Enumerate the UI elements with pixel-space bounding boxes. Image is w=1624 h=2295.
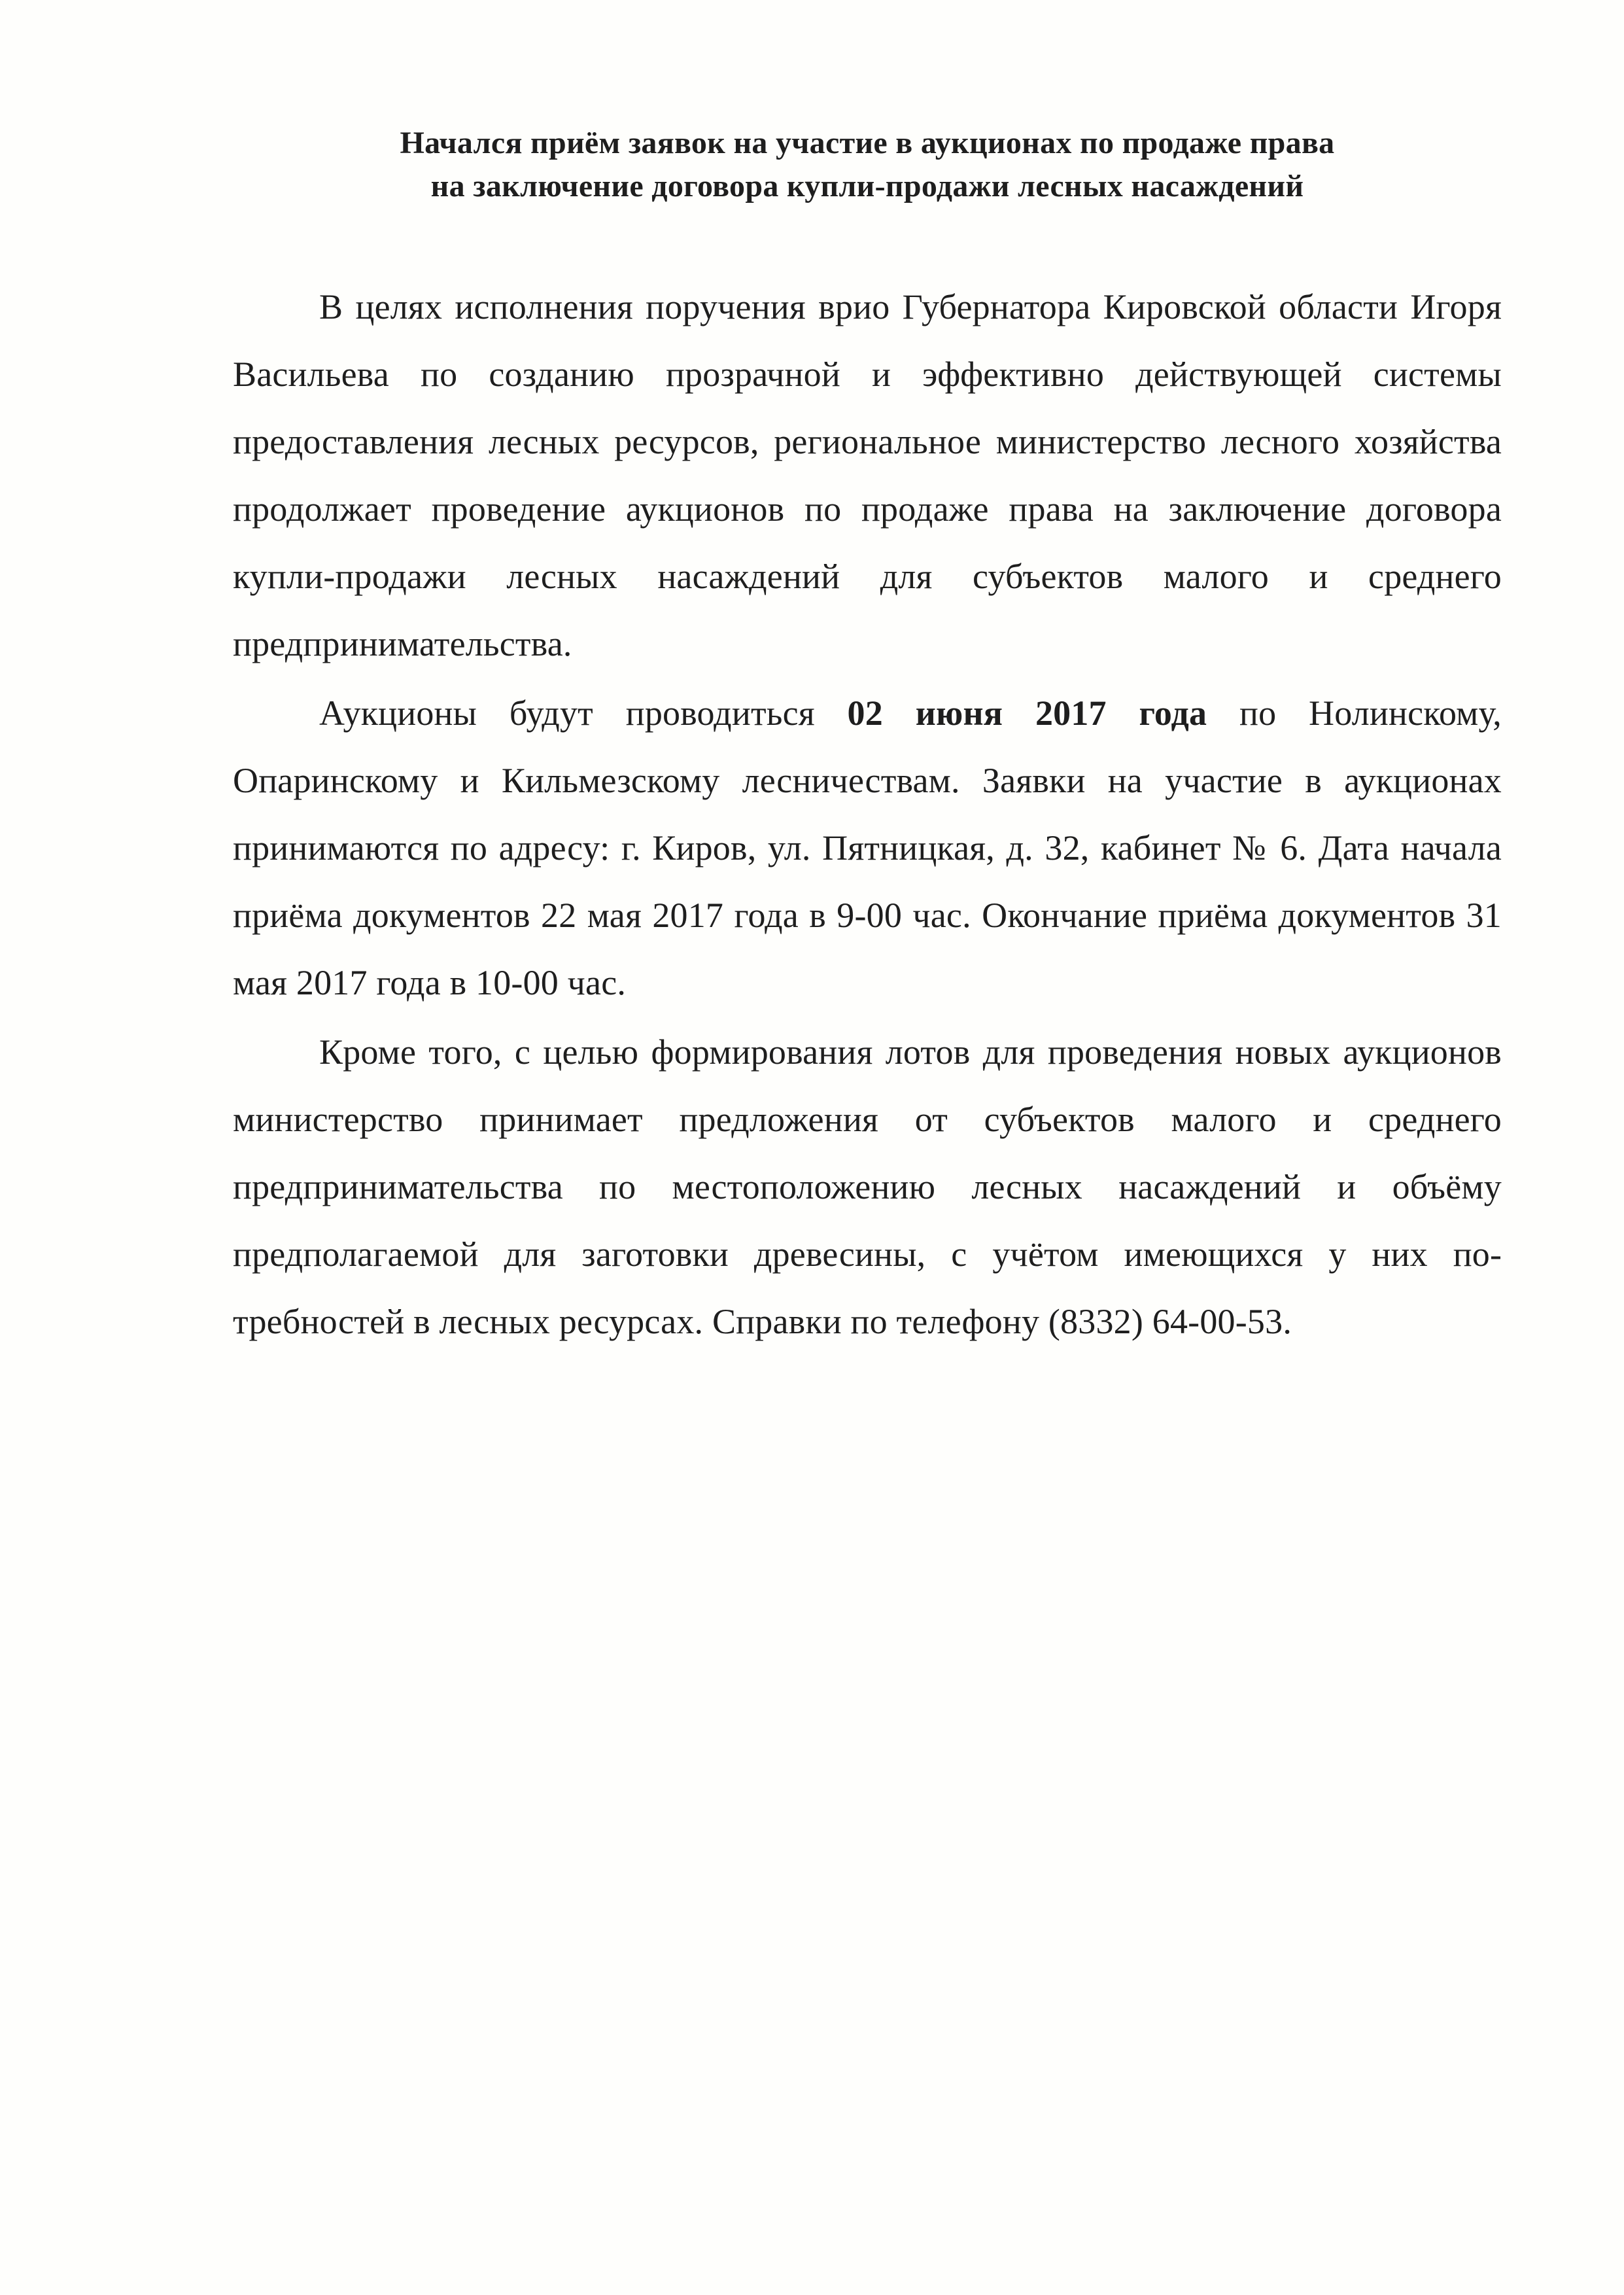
auction-date: 02 июня 2017 года — [847, 693, 1207, 733]
auction-details-text: по Нолинскому, Опаринскому и Кильмезскому лесничествам. Заявки на участие в аукционах принимаются по адресу: г. Киров, ул. Пятницкая, д. 32, кабинет № 6. Дата начала приёма документов 22 мая 2017 года в 9-00 час. Окончание приёма документов 31 мая 2017 года в 10-00 час. — [233, 693, 1502, 1002]
paragraph-proposals: Кроме того, с целью формирования лотов для проведения новых аукционов министерство принимает предложения от субъектов малого и среднего предпринимательства по местоположению лесных насаждений и объёму предполагаемой для заготовки древесины, с учётом имеющихся у них потребностей в лесных ресурсах. Справки по телефону (8332) 64-00-53. — [233, 1032, 1502, 1341]
paragraph-instructions: В целях исполнения поручения врио Губернатора Кировской области Игоря Васильева по созданию прозрачной и эффективно действующей системы предоставления лесных ресурсов, региональное министерство лесного хозяйства продолжает проведение аукционов по продаже права на заключение договора купли-продажи лесных насаждений для субъектов малого и среднего предпринимательства. — [233, 287, 1502, 663]
title-line-2: на заключение договора купли-продажи лесных насаждений — [430, 169, 1304, 203]
auction-intro-text: Аукционы будут проводиться — [319, 693, 848, 733]
paragraph-auction-dates — [233, 680, 1502, 1017]
title-line-1: Начался приём заявок на участие в аукционах по продаже права — [400, 126, 1335, 160]
document-title — [233, 122, 1502, 208]
document-body — [233, 122, 1502, 1356]
